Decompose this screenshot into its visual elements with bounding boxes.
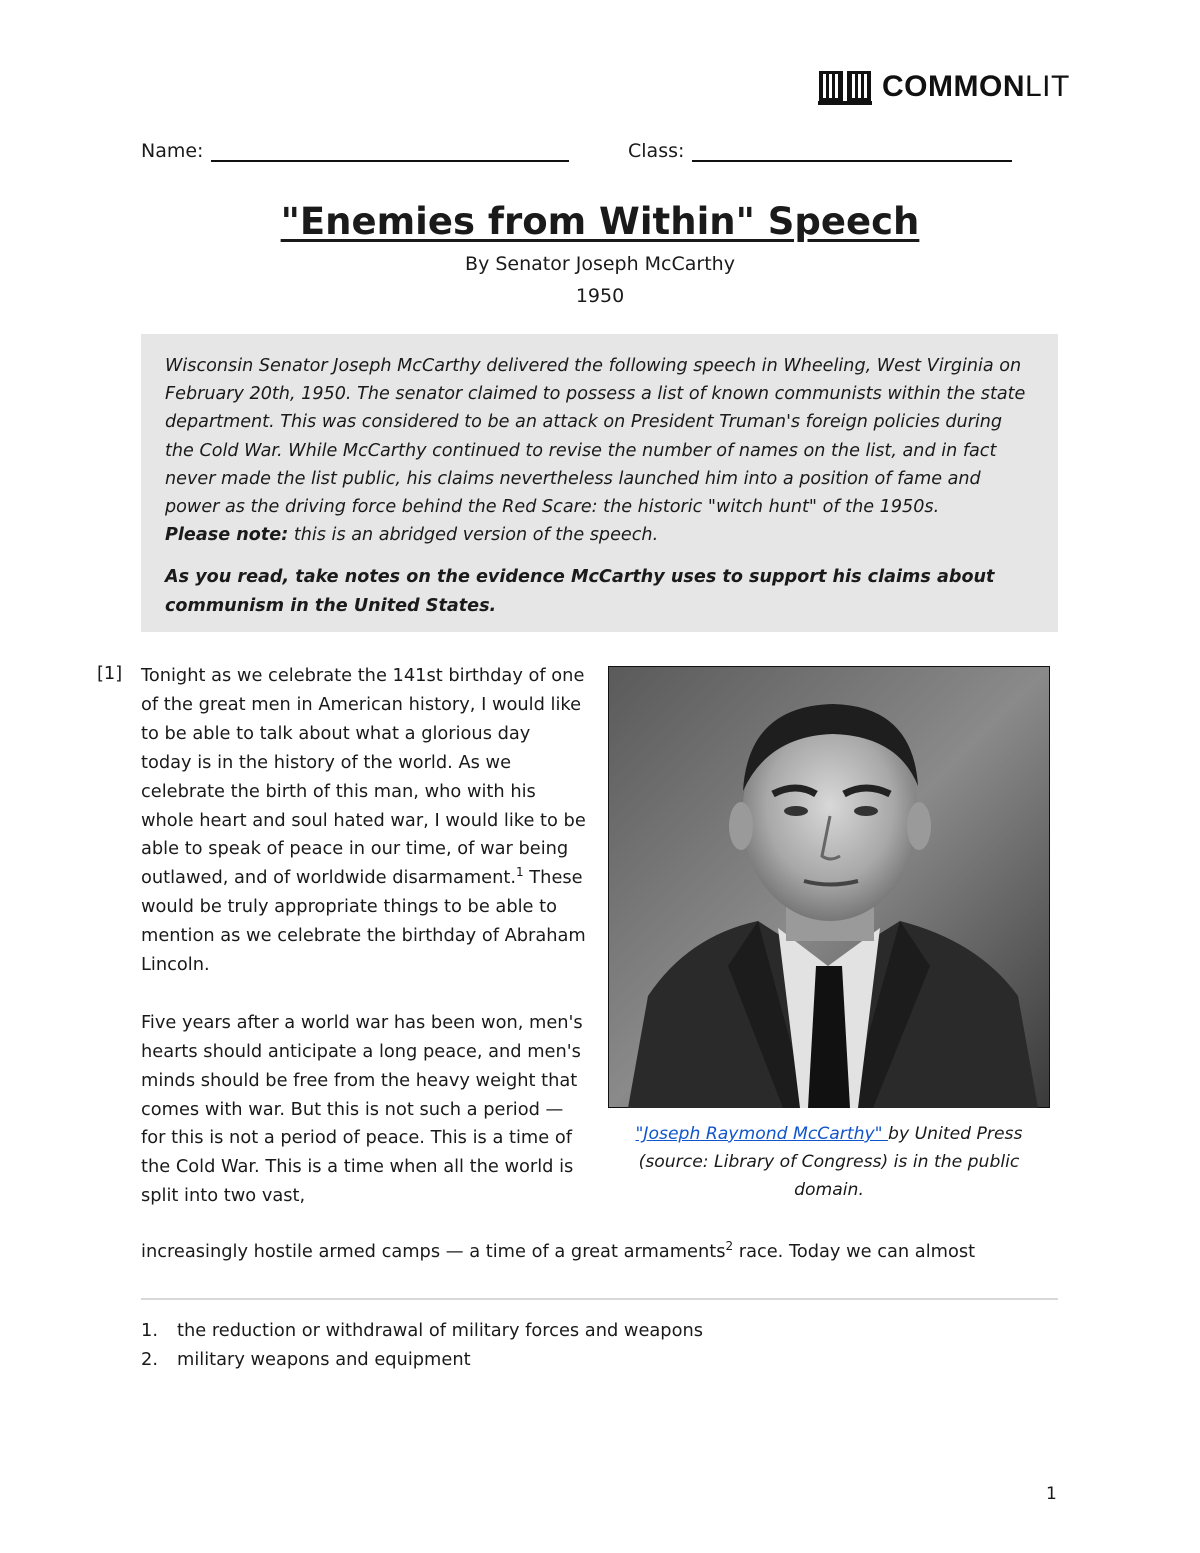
note-label: Please note: [165, 525, 289, 546]
publication-year: 1950 [575, 285, 625, 307]
speech-text-column [141, 662, 586, 1211]
open-book-icon [818, 68, 872, 106]
name-blank-line[interactable] [211, 140, 569, 162]
caption-credit: by United Press (source: Library of Congress) is in the public domain. [638, 1124, 1023, 1200]
portrait-photo [608, 666, 1050, 1108]
photo-title-link[interactable]: "Joseph Raymond McCarthy" [635, 1124, 889, 1144]
footnotes-list [141, 1316, 703, 1374]
page-title: "Enemies from Within" Speech [280, 200, 920, 243]
page-number: 1 [1046, 1484, 1057, 1504]
paragraph-number: [1] [97, 663, 123, 684]
footnote-divider [141, 1298, 1058, 1300]
reading-task: As you read, take notes on the evidence McCarthy uses to support his claims about communism in the United States. [165, 567, 995, 616]
note-text: this is an abridged version of the speech. [288, 525, 659, 546]
footnote-ref-1[interactable]: 1 [516, 865, 524, 880]
introduction-box [141, 334, 1058, 632]
author-line: By Senator Joseph McCarthy [465, 253, 735, 275]
paragraph-1: Tonight as we celebrate the 141st birthday of one of the great men in American history, I would like to be able to talk about what a glorious day today is in the history of the world. As we celebrate the birth of this man, who with his whole heart and soul hated war, I would like to be able to speak of peace in our time, of war being outlawed, and of worldwide disarmament.$^1$ These would be truly appropriate things to be able to mention as we celebrate the birthday of Abraham Lincoln. [141, 665, 586, 976]
paragraph-2: Five years after a world war has been won, men's hearts should anticipate a long peace, and men's minds should be free from the heavy weight that comes with war. But this is not such a period — for this is not a period of peace. This is a time of the Cold War. This is a time when all the world is split into two vast, [141, 1011, 583, 1207]
class-blank-line[interactable] [692, 140, 1012, 162]
footnote-ref-2[interactable]: 2 [725, 1239, 734, 1253]
name-field[interactable] [141, 140, 569, 162]
introduction-text: Wisconsin Senator Joseph McCarthy delivered the following speech in Wheeling, West Virginia on February 20th, 1950. The senator claimed to possess a list of known communists within the state department. This was considered to be an attack on President Truman's foreign policies during the Cold War. While McCarthy continued to revise the number of names on the list, and in fact never made the list public, his claims nevertheless launched him into a position of fame and power as the driving force behind the Red Scare: the historic "witch hunt" of the 1950s. Please note: this is an abridged version of the speech. [165, 356, 1026, 546]
class-field[interactable] [628, 140, 1012, 162]
class-label: Class: [628, 140, 685, 162]
photo-caption [608, 1120, 1050, 1204]
commonlit-logo [818, 68, 1070, 106]
paragraph-2-continued: increasingly hostile armed camps — a time of a great armaments$^2$ race. Today we can almost [141, 1239, 976, 1262]
footnote-item: 2. military weapons and equipment [141, 1349, 471, 1370]
footnote-item: 1. the reduction or withdrawal of military forces and weapons [141, 1320, 703, 1341]
logo-wordmark: COMMONLIT [882, 70, 1070, 103]
name-label: Name: [141, 140, 204, 162]
